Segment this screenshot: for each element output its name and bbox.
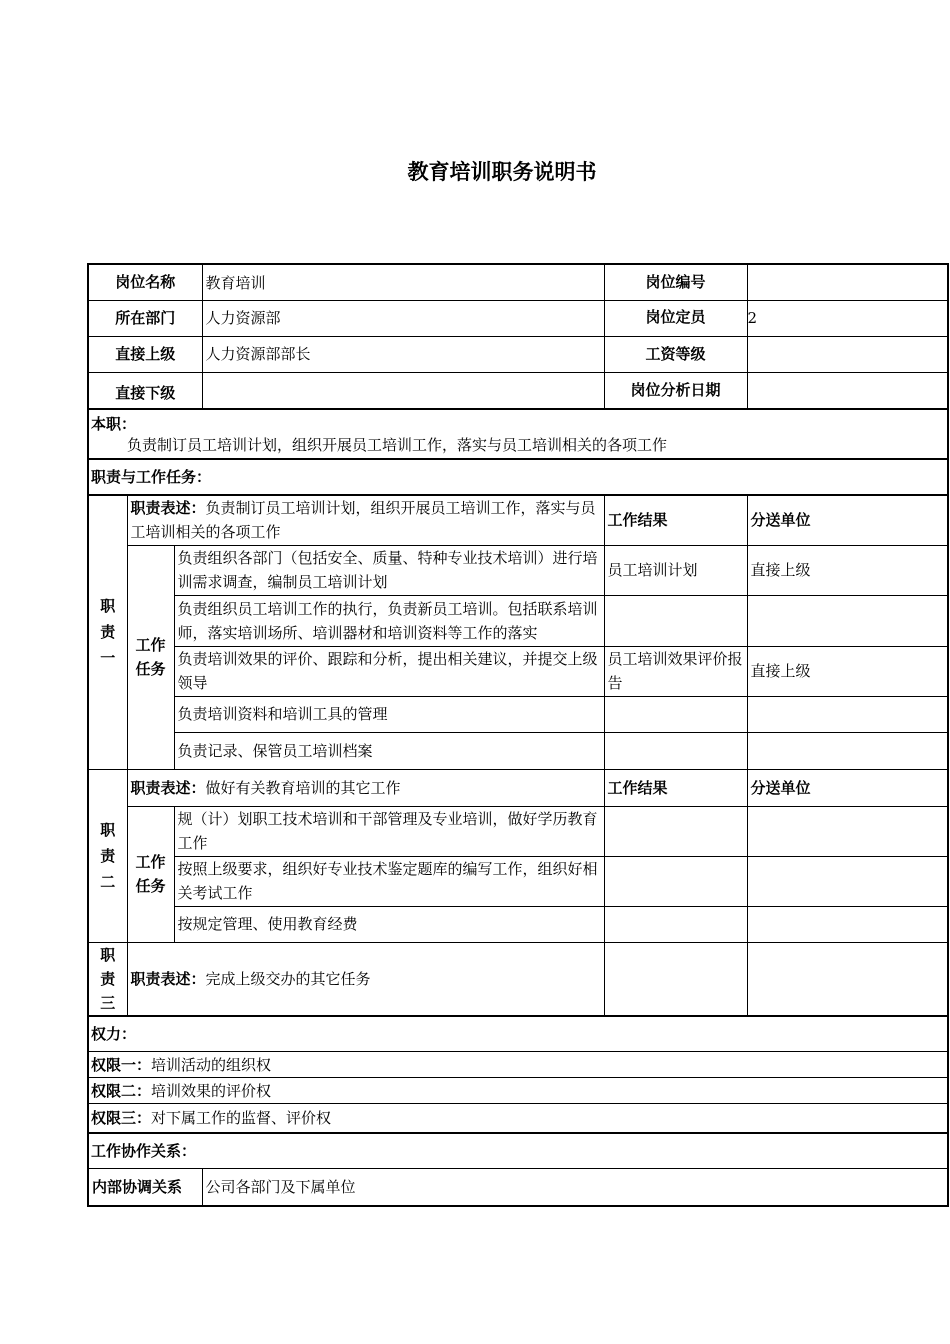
headcount-value: 2	[747, 300, 948, 336]
salary-label: 工资等级	[604, 336, 747, 372]
position-no-value	[747, 264, 948, 300]
r1-task-5: 负责记录、保管员工培训档案	[174, 732, 604, 769]
r2-task-3-dest	[747, 906, 948, 942]
r1-task-4-dest	[747, 696, 948, 732]
r2-task-2: 按照上级要求，组织好专业技术鉴定题库的编写工作，组织好相关考试工作	[174, 856, 604, 906]
r3-result	[604, 942, 747, 1016]
dept-label: 所在部门	[88, 300, 202, 336]
responsibility-1-label: 职 责 一	[88, 495, 127, 769]
power-section-label: 权力：	[91, 1024, 137, 1043]
dept-value: 人力资源部	[202, 300, 604, 336]
r3-dest	[747, 942, 948, 1016]
internal-relations-label: 内部协调关系	[88, 1169, 202, 1206]
power-item-2	[88, 1078, 948, 1104]
r2-desc-label: 职责表述：	[130, 778, 206, 797]
r1-task-3-dest: 直接上级	[747, 646, 948, 696]
r1-desc-label: 职责表述：	[130, 499, 206, 518]
r1-task-4-result	[604, 696, 747, 732]
r1-result-header: 工作结果	[604, 495, 747, 545]
superior-value: 人力资源部部长	[202, 336, 604, 372]
power-item-1-text: 培训活动的组织权	[151, 1055, 272, 1074]
relations-section-cell	[88, 1133, 948, 1169]
r2-result-header: 工作结果	[604, 769, 747, 806]
r3-desc-text: 完成上级交办的其它任务	[205, 969, 371, 988]
r1-task-label: 工作 任务	[127, 545, 174, 769]
r1-task-1-dest: 直接上级	[747, 545, 948, 595]
position-name-value: 教育培训	[202, 264, 604, 300]
subordinate-label: 直接下级	[88, 372, 202, 409]
power-item-3-label: 权限三：	[91, 1108, 152, 1127]
power-item-1-label: 权限一：	[91, 1055, 152, 1074]
r2-task-1-result	[604, 806, 747, 856]
r1-task-2-result	[604, 595, 747, 646]
document-title: 教育培训职务说明书	[407, 160, 597, 184]
tasks-section-cell	[88, 459, 948, 495]
r1-task-2-dest	[747, 595, 948, 646]
job-description-form	[87, 263, 863, 1207]
salary-value	[747, 336, 948, 372]
r2-desc-cell	[127, 769, 604, 806]
responsibility-2-label: 职 责 二	[88, 769, 127, 942]
power-item-2-label: 权限二：	[91, 1081, 152, 1100]
r1-task-5-result	[604, 732, 747, 769]
r1-task-3: 负责培训效果的评价、跟踪和分析，提出相关建议，并提交上级领导	[174, 646, 604, 696]
r1-desc-text: 负责制订员工培训计划，组织开展员工培训工作，落实与员工培训相关的各项工作	[130, 499, 596, 542]
r2-task-3-result	[604, 906, 747, 942]
power-item-1	[88, 1052, 948, 1078]
r1-task-1-result: 员工培训计划	[604, 545, 747, 595]
r2-task-1-dest	[747, 806, 948, 856]
r1-task-1: 负责组织各部门（包括安全、质量、特种专业技术培训）进行培训需求调查，编制员工培训计划	[174, 545, 604, 595]
subordinate-value	[202, 372, 604, 409]
r1-task-5-dest	[747, 732, 948, 769]
power-item-2-text: 培训效果的评价权	[151, 1081, 272, 1100]
r2-task-3: 按规定管理、使用教育经费	[174, 906, 604, 942]
duty-label: 本职：	[91, 415, 137, 433]
r2-dest-header: 分送单位	[747, 769, 948, 806]
position-no-label: 岗位编号	[604, 264, 747, 300]
r1-desc-cell	[127, 495, 604, 545]
analysis-date-label: 岗位分析日期	[604, 372, 747, 409]
r1-task-3-result: 员工培训效果评价报告	[604, 646, 747, 696]
r3-desc-cell	[127, 942, 604, 1016]
relations-section-label: 工作协作关系：	[91, 1141, 197, 1160]
r2-task-label: 工作 任务	[127, 806, 174, 942]
analysis-date-value	[747, 372, 948, 409]
duty-text: 负责制订员工培训计划，组织开展员工培训工作，落实与员工培训相关的各项工作	[127, 436, 668, 454]
duty-cell	[88, 409, 948, 459]
internal-relations-value: 公司各部门及下属单位	[202, 1169, 948, 1206]
power-section-cell	[88, 1016, 948, 1052]
r1-task-2: 负责组织员工培训工作的执行，负责新员工培训。包括联系培训师，落实培训场所、培训器材和培训资料等工作的落实	[174, 595, 604, 646]
position-name-label: 岗位名称	[88, 264, 202, 300]
r2-task-2-dest	[747, 856, 948, 906]
r2-task-1: 规（计）划职工技术培训和干部管理及专业培训，做好学历教育工作	[174, 806, 604, 856]
power-item-3-text: 对下属工作的监督、评价权	[151, 1108, 332, 1127]
power-item-3	[88, 1104, 948, 1133]
tasks-section-label: 职责与工作任务：	[91, 468, 212, 486]
r1-dest-header: 分送单位	[747, 495, 948, 545]
r2-task-2-result	[604, 856, 747, 906]
r1-task-4: 负责培训资料和培训工具的管理	[174, 696, 604, 732]
r2-desc-text: 做好有关教育培训的其它工作	[205, 778, 401, 797]
superior-label: 直接上级	[88, 336, 202, 372]
job-table	[87, 263, 949, 1207]
responsibility-3-label: 职 责 三	[88, 942, 127, 1016]
r3-desc-label: 职责表述：	[130, 969, 206, 988]
headcount-label: 岗位定员	[604, 300, 747, 336]
